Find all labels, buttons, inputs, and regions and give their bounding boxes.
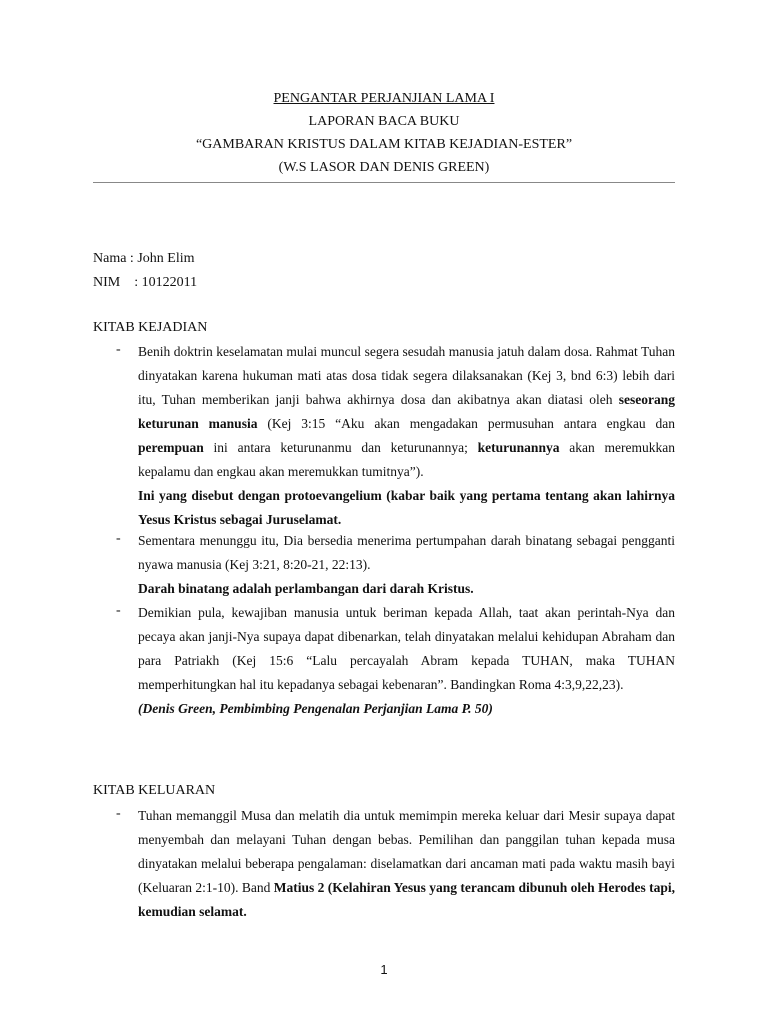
emphasis-paragraph: Ini yang disebut dengan protoevangelium (kabar baik yang pertama tentang akan lahirnya Yesus Kristus sebagai Juruselamat. — [138, 488, 675, 527]
list-item-musa — [138, 804, 675, 924]
text-span: (Kej 3:15 “Aku akan mengadakan permusuhan antara engkau dan — [257, 416, 675, 431]
paragraph-text — [138, 340, 675, 484]
course-title: PENGANTAR PERJANJIAN LAMA I — [273, 91, 495, 106]
emphasis-paragraph: Darah binatang adalah perlambangan dari darah Kristus. — [138, 581, 474, 596]
student-nim: NIM : 10122011 — [93, 275, 198, 290]
list-bullet: - — [116, 531, 121, 546]
text-span: Benih doktrin keselamatan mulai muncul segera sesudah manusia jatuh dalam dosa. Rahmat Tuhan dinyatakan karena hukuman mati atas dosa tidak segera dilaksanakan (Kej 3, bnd 6:3) lebih dari itu, Tuhan memberikan janji bahwa akhirnya dosa dan akibatnya akan diatasi oleh — [138, 344, 675, 407]
bold-text: perempuan — [138, 440, 204, 455]
paragraph-text — [138, 804, 675, 924]
list-bullet: - — [116, 603, 121, 618]
section-heading-kejadian: KITAB KEJADIAN — [93, 320, 208, 335]
student-name: Nama : John Elim — [93, 251, 195, 266]
text-span: Tuhan memanggil Musa dan melatih dia untuk memimpin mereka keluar dari Mesir supaya dapat menyembah dan melayani Tuhan dengan bebas. Pemilihan dan panggilan tuhan kepada musa dinyatakan melalui beberapa pengalaman: diselamatkan dari ancaman mati pada waktu masih bayi (Keluaran 2:1-10). Band — [138, 808, 675, 895]
list-item-kewajiban — [138, 601, 675, 721]
list-item-menunggu — [138, 529, 675, 601]
text-span: ini antara keturunanmu dan keturunannya; — [203, 440, 478, 455]
paragraph-text: Sementara menunggu itu, Dia bersedia menerima pertumpahan darah binatang sebagai pengganti nyawa manusia (Kej 3:21, 8:20-21, 22:13). — [138, 533, 675, 572]
paragraph-text: Demikian pula, kewajiban manusia untuk beriman kepada Allah, taat akan perintah-Nya dan pecaya akan janji-Nya supaya dapat dibenarkan, telah dinyatakan melalui kehidupan Abraham dan para Patriakh (Kej 15:6 “Lalu percayalah Abram kepada TUHAN, maka TUHAN memperhitungkan hal itu kepadanya sebagai kebenaran”. Bandingkan Roma 4:3,9,22,23). — [138, 605, 675, 692]
citation: (Denis Green, Pembimbing Pengenalan Perjanjian Lama P. 50) — [138, 701, 493, 716]
list-bullet: - — [116, 806, 121, 821]
bold-text: keturunannya — [477, 440, 560, 455]
text-span: akan meremukkan kepalamu dan engkau akan meremukkan tumitnya”). — [138, 440, 675, 479]
book-authors: (W.S LASOR DAN DENIS GREEN) — [278, 160, 490, 175]
book-title: “GAMBARAN KRISTUS DALAM KITAB KEJADIAN-ESTER” — [195, 137, 573, 152]
bold-text: Matius 2 (Kelahiran Yesus yang terancam dibunuh oleh Herodes tapi, kemudian selamat. — [138, 880, 676, 919]
section-heading-keluaran: KITAB KELUARAN — [93, 783, 216, 798]
header-divider — [93, 182, 675, 183]
page-number: 1 — [380, 962, 388, 977]
list-item-benih-doktrin — [138, 340, 675, 532]
bold-text: seseorang keturunan manusia — [138, 392, 675, 431]
list-bullet: - — [116, 342, 121, 357]
report-type: LAPORAN BACA BUKU — [308, 114, 460, 129]
